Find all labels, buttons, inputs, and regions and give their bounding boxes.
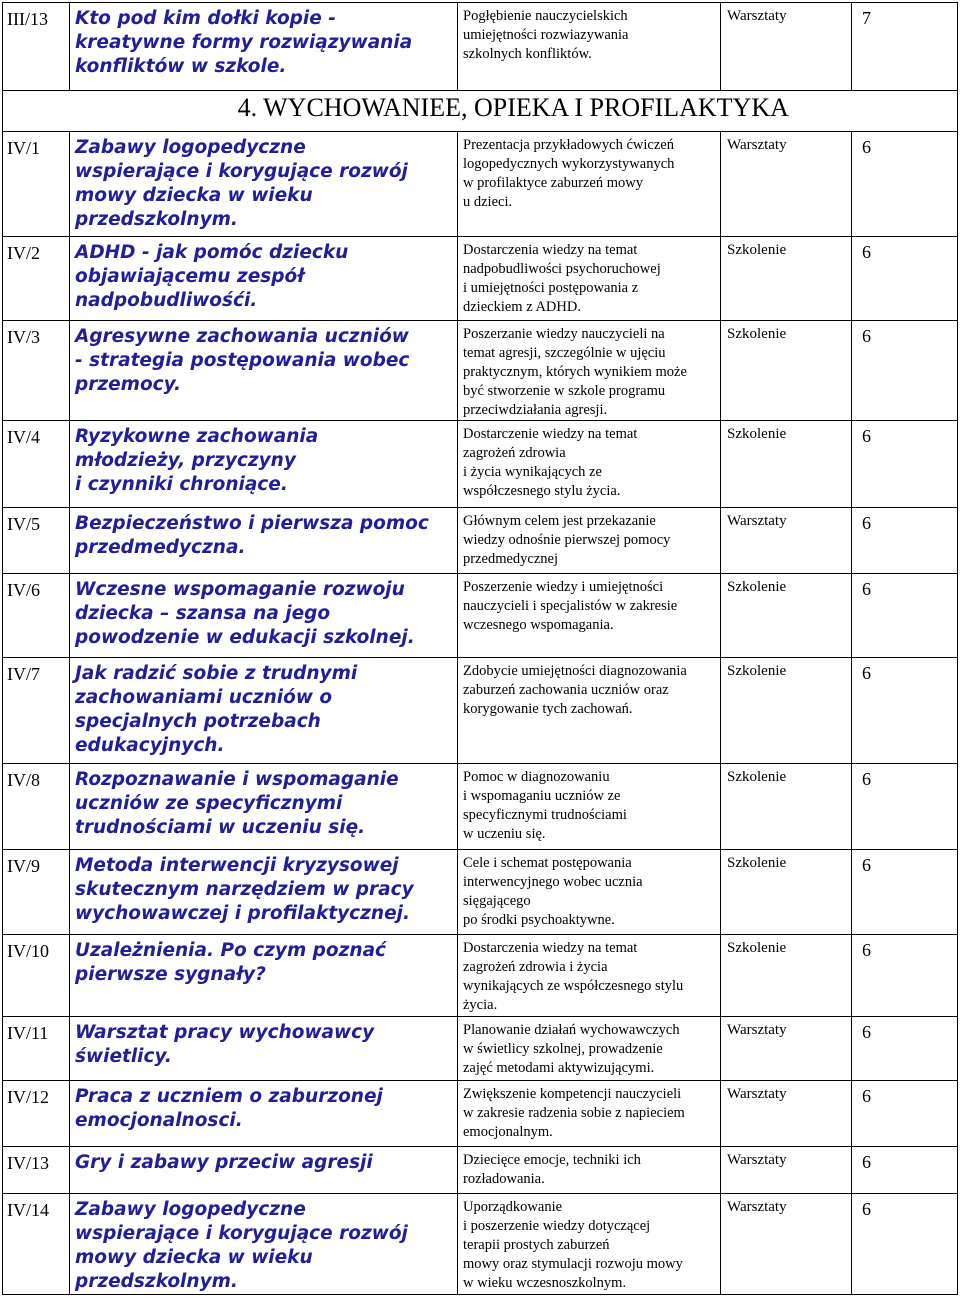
title-line: przemocy.	[75, 374, 182, 395]
title-line: Zabawy logopedyczne	[75, 1199, 306, 1220]
row-form: Szkolenie	[721, 574, 852, 658]
title-line: Jak radzić sobie z trudnymi	[75, 663, 358, 684]
row-title	[70, 1017, 458, 1081]
title-line: wychowawczej i profilaktycznej.	[75, 903, 410, 924]
row-form: Warsztaty	[721, 132, 852, 237]
row-description	[458, 1081, 721, 1147]
desc-line: zagrożeń zdrowia i życia	[463, 959, 608, 975]
title-line: Kto pod kim dołki kopie -	[75, 8, 336, 29]
title-line: mowy dziecka w wieku	[75, 1247, 313, 1268]
row-title	[70, 3, 458, 91]
table-row	[3, 3, 958, 91]
desc-line: umiejętności rozwiazywania	[463, 27, 629, 43]
table-row	[3, 850, 958, 935]
title-line: specjalnych potrzebach	[75, 711, 321, 732]
title-line: Rozpoznawanie i wspomaganie	[75, 769, 399, 790]
section-heading: 4. WYCHOWANIEE, OPIEKA I PROFILAKTYKA	[70, 91, 958, 132]
row-form: Warsztaty	[721, 1147, 852, 1194]
row-code: IV/7	[3, 658, 70, 764]
row-code: IV/11	[3, 1017, 70, 1081]
desc-line: i życia wynikających ze	[463, 464, 602, 480]
row-code: IV/6	[3, 574, 70, 658]
desc-line: zajęć metodami aktywizującymi.	[463, 1060, 655, 1076]
desc-line: w uczeniu się.	[463, 826, 546, 842]
row-hours: 6	[852, 764, 958, 850]
desc-line: i umiejętności postępowania z	[463, 280, 639, 296]
title-line: wspierające i korygujące rozwój	[75, 1223, 408, 1244]
title-line: objawiającemu zespół	[75, 266, 305, 287]
desc-line: życia.	[463, 997, 498, 1013]
title-line: Gry i zabawy przeciw agresji	[75, 1152, 373, 1173]
desc-line: sięgającego	[463, 893, 531, 909]
title-line: Ryzykowne zachowania	[75, 426, 319, 447]
table-row	[3, 658, 958, 764]
row-hours: 6	[852, 237, 958, 321]
title-line: Praca z uczniem o zaburzonej	[75, 1086, 383, 1107]
desc-line: specyficznymi trudnościami	[463, 807, 627, 823]
row-hours: 6	[852, 574, 958, 658]
desc-line: i wspomaganiu uczniów ze	[463, 788, 621, 804]
row-title	[70, 574, 458, 658]
row-form: Szkolenie	[721, 935, 852, 1017]
row-hours: 6	[852, 658, 958, 764]
desc-line: Prezentacja przykładowych ćwiczeń	[463, 137, 674, 153]
title-line: Bezpieczeństwo i pierwsza pomoc	[75, 513, 429, 534]
title-line: konfliktów w szkole.	[75, 56, 287, 77]
row-title	[70, 850, 458, 935]
table-row	[3, 574, 958, 658]
desc-line: przeciwdziałania agresji.	[463, 402, 608, 418]
row-form: Szkolenie	[721, 237, 852, 321]
row-description	[458, 658, 721, 764]
row-description	[458, 850, 721, 935]
desc-line: zaburzeń zachowania uczniów oraz	[463, 682, 669, 698]
row-title	[70, 508, 458, 574]
training-table	[2, 2, 958, 1295]
row-description	[458, 3, 721, 91]
title-line: przedmedyczna.	[75, 537, 246, 558]
row-code: IV/4	[3, 421, 70, 508]
desc-line: w profilaktyce zaburzeń mowy	[463, 175, 643, 191]
table-row	[3, 1194, 958, 1295]
row-title	[70, 658, 458, 764]
desc-line: wiedzy odnośnie pierwszej pomocy	[463, 532, 671, 548]
title-line: młodzieży, przyczyny	[75, 450, 296, 471]
row-form: Warsztaty	[721, 3, 852, 91]
row-description	[458, 508, 721, 574]
desc-line: terapii prostych zaburzeń	[463, 1237, 610, 1253]
table-row	[3, 1147, 958, 1194]
desc-line: Cele i schemat postępowania	[463, 855, 632, 871]
row-form: Szkolenie	[721, 850, 852, 935]
section-row	[3, 91, 958, 132]
row-title	[70, 1081, 458, 1147]
title-line: dziecka – szansa na jego	[75, 603, 331, 624]
table-row	[3, 321, 958, 421]
row-title	[70, 321, 458, 421]
row-hours: 6	[852, 132, 958, 237]
desc-line: być stworzenie w szkole programu	[463, 383, 666, 399]
desc-line: dzieckiem z ADHD.	[463, 299, 581, 315]
row-description	[458, 321, 721, 421]
row-hours: 6	[852, 850, 958, 935]
row-code: IV/5	[3, 508, 70, 574]
desc-line: w wieku wczesnoszkolnym.	[463, 1275, 627, 1291]
row-title	[70, 935, 458, 1017]
row-code: IV/12	[3, 1081, 70, 1147]
table-row	[3, 935, 958, 1017]
row-form: Szkolenie	[721, 421, 852, 508]
row-form: Warsztaty	[721, 1194, 852, 1295]
desc-line: Zwiększenie kompetencji nauczycieli	[463, 1086, 682, 1102]
desc-line: Planowanie działań wychowawczych	[463, 1022, 680, 1038]
table-row	[3, 764, 958, 850]
title-line: ADHD - jak pomóc dziecku	[75, 242, 349, 263]
row-form: Warsztaty	[721, 1081, 852, 1147]
row-code: IV/2	[3, 237, 70, 321]
title-line: Wczesne wspomaganie rozwoju	[75, 579, 405, 600]
title-line: uczniów ze specyficznymi	[75, 793, 343, 814]
row-description	[458, 1194, 721, 1295]
row-hours: 7	[852, 3, 958, 91]
desc-line: przedmedycznej	[463, 551, 559, 567]
desc-line: Dostarczenie wiedzy na temat	[463, 426, 638, 442]
row-form: Warsztaty	[721, 508, 852, 574]
row-description	[458, 1017, 721, 1081]
desc-line: po środki psychoaktywne.	[463, 912, 615, 928]
title-line: Metoda interwencji kryzysowej	[75, 855, 399, 876]
row-code: IV/13	[3, 1147, 70, 1194]
desc-line: Głównym celem jest przekazanie	[463, 513, 656, 529]
row-title	[70, 421, 458, 508]
desc-line: interwencyjnego wobec ucznia	[463, 874, 643, 890]
desc-line: nadpobudliwości psychoruchowej	[463, 261, 661, 277]
row-code: IV/8	[3, 764, 70, 850]
title-line: Warsztat pracy wychowawcy	[75, 1022, 375, 1043]
row-form: Warsztaty	[721, 1017, 852, 1081]
desc-line: Dostarczenia wiedzy na temat	[463, 940, 638, 956]
title-line: i czynniki chroniące.	[75, 474, 288, 495]
desc-line: Zdobycie umiejętności diagnozowania	[463, 663, 687, 679]
row-description	[458, 574, 721, 658]
row-description	[458, 1147, 721, 1194]
row-title	[70, 237, 458, 321]
desc-line: w zakresie radzenia sobie z napieciem	[463, 1105, 685, 1121]
title-line: mowy dziecka w wieku	[75, 185, 313, 206]
desc-line: korygowanie tych zachowań.	[463, 701, 633, 717]
row-description	[458, 421, 721, 508]
title-line: Uzależnienia. Po czym poznać	[75, 940, 387, 961]
title-line: wspierające i korygujące rozwój	[75, 161, 408, 182]
row-hours: 6	[852, 1194, 958, 1295]
title-line: trudnościami w uczeniu się.	[75, 817, 366, 838]
title-line: świetlicy.	[75, 1046, 172, 1067]
row-description	[458, 237, 721, 321]
row-title	[70, 1194, 458, 1295]
row-form: Szkolenie	[721, 764, 852, 850]
desc-line: Uporządkowanie	[463, 1199, 563, 1215]
row-code: IV/10	[3, 935, 70, 1017]
title-line: emocjonalnosci.	[75, 1110, 243, 1131]
row-code: IV/1	[3, 132, 70, 237]
row-description	[458, 764, 721, 850]
title-line: przedszkolnym.	[75, 1271, 238, 1292]
desc-line: szkolnych konfliktów.	[463, 46, 592, 62]
section-spacer	[3, 91, 70, 132]
desc-line: Dostarczenia wiedzy na temat	[463, 242, 638, 258]
row-code: IV/9	[3, 850, 70, 935]
row-description	[458, 935, 721, 1017]
title-line: - strategia postępowania wobec	[75, 350, 410, 371]
desc-line: Dziecięce emocje, techniki ich	[463, 1152, 641, 1168]
title-line: powodzenie w edukacji szkolnej.	[75, 627, 415, 648]
row-code: III/13	[3, 3, 70, 91]
title-line: Agresywne zachowania uczniów	[75, 326, 409, 347]
row-form: Szkolenie	[721, 658, 852, 764]
title-line: edukacyjnych.	[75, 735, 225, 756]
desc-line: w świetlicy szkolnej, prowadzenie	[463, 1041, 663, 1057]
row-code: IV/3	[3, 321, 70, 421]
row-hours: 6	[852, 1017, 958, 1081]
table-row	[3, 508, 958, 574]
title-line: nadpobudliwośći.	[75, 290, 258, 311]
row-code: IV/14	[3, 1194, 70, 1295]
desc-line: temat agresji, szczególnie w ujęciu	[463, 345, 666, 361]
desc-line: współczesnego stylu życia.	[463, 483, 621, 499]
row-hours: 6	[852, 1081, 958, 1147]
row-hours: 6	[852, 935, 958, 1017]
desc-line: rozładowania.	[463, 1171, 545, 1187]
table-row	[3, 132, 958, 237]
table-row	[3, 1081, 958, 1147]
training-table-page	[2, 2, 957, 1295]
desc-line: zagrożeń zdrowia	[463, 445, 566, 461]
desc-line: Pogłębienie nauczycielskich	[463, 8, 628, 24]
desc-line: Pomoc w diagnozowaniu	[463, 769, 610, 785]
row-form: Szkolenie	[721, 321, 852, 421]
row-description	[458, 132, 721, 237]
title-line: pierwsze sygnały?	[75, 964, 266, 985]
row-title	[70, 764, 458, 850]
desc-line: Poszerzanie wiedzy nauczycieli na	[463, 326, 665, 342]
table-row	[3, 237, 958, 321]
row-hours: 6	[852, 1147, 958, 1194]
title-line: kreatywne formy rozwiązywania	[75, 32, 413, 53]
desc-line: wynikających ze współczesnego stylu	[463, 978, 684, 994]
table-row	[3, 421, 958, 508]
desc-line: Poszerzenie wiedzy i umiejętności	[463, 579, 664, 595]
desc-line: logopedycznych wykorzystywanych	[463, 156, 675, 172]
desc-line: emocjonalnym.	[463, 1124, 553, 1140]
title-line: skutecznym narzędziem w pracy	[75, 879, 414, 900]
desc-line: i poszerzenie wiedzy dotyczącej	[463, 1218, 651, 1234]
row-title	[70, 1147, 458, 1194]
title-line: zachowaniami uczniów o	[75, 687, 333, 708]
title-line: Zabawy logopedyczne	[75, 137, 306, 158]
desc-line: u dzieci.	[463, 194, 513, 210]
title-line: przedszkolnym.	[75, 209, 238, 230]
desc-line: wczesnego wspomagania.	[463, 617, 614, 633]
row-title	[70, 132, 458, 237]
row-hours: 6	[852, 508, 958, 574]
desc-line: nauczycieli i specjalistów w zakresie	[463, 598, 678, 614]
desc-line: praktycznym, których wynikiem może	[463, 364, 687, 380]
table-row	[3, 1017, 958, 1081]
row-hours: 6	[852, 421, 958, 508]
desc-line: mowy oraz stymulacji rozwoju mowy	[463, 1256, 683, 1272]
row-hours: 6	[852, 321, 958, 421]
